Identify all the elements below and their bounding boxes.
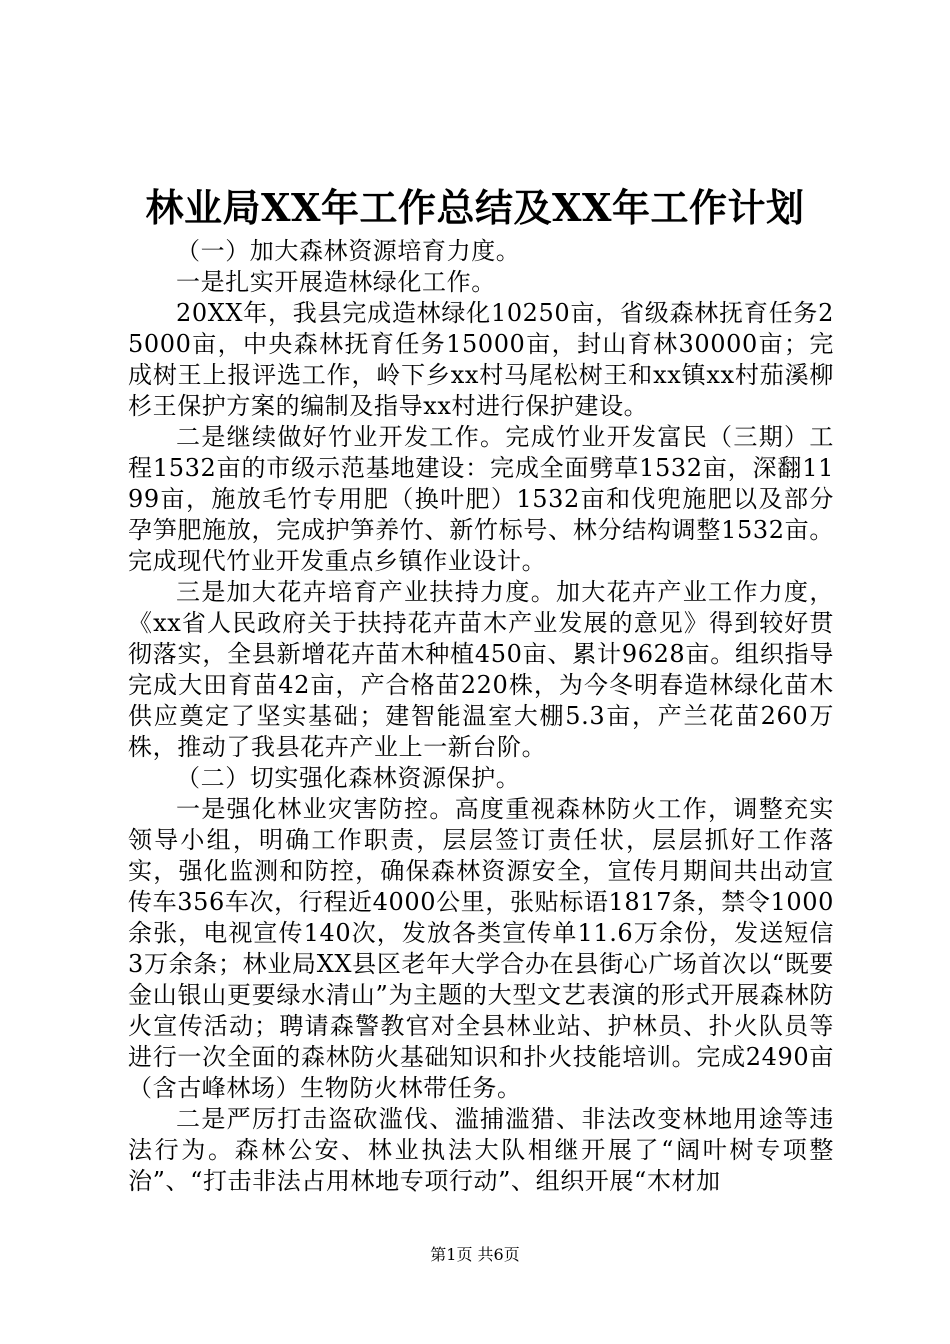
- section-heading: （一）加大森林资源培育力度。: [176, 237, 521, 265]
- paragraph: 20XX年，我县完成造林绿化10250亩，省级森林抚育任务25000亩，中央森林抚育任务15000亩，封山育林30000亩；完成树王上报评选工作，岭下乡xx村马尾松树王和xx镇xx村茄溪柳杉王保护方案的编制及指导xx村进行保护建设。: [128, 299, 834, 420]
- page-footer: 第1页 共6页: [430, 1245, 520, 1264]
- paragraph: 二是严厉打击盗砍滥伐、滥捕滥猎、非法改变林地用途等违法行为。森林公安、林业执法大队相继开展了“阔叶树专项整治”、“打击非法占用林地专项行动”、组织开展“木材加: [128, 1105, 834, 1195]
- document-title: 林业局XX年工作总结及XX年工作计划: [145, 185, 805, 230]
- subsection-heading: 一是扎实开展造林绿化工作。: [176, 268, 496, 296]
- document-body: [128, 236, 834, 1197]
- section-heading: （二）切实强化森林资源保护。: [176, 764, 521, 792]
- paragraph: 一是强化林业灾害防控。高度重视森林防火工作，调整充实领导小组，明确工作职责，层层签订责任状，层层抓好工作落实，强化监测和防控，确保森林资源安全，宣传月期间共出动宣传车356车次，行程近4000公里，张贴标语1817条，禁令1000余张，电视宣传140次，发放各类宣传单11.6万余份，发送短信3万余条；林业局XX县区老年大学合办在县街心广场首次以“既要金山银山更要绿水清山”为主题的大型文艺表演的形式开展森林防火宣传活动；聘请森警教官对全县林业站、护林员、扑火队员等进行一次全面的森林防火基础知识和扑火技能培训。完成2490亩（含古峰林场）生物防火林带任务。: [128, 795, 834, 1102]
- paragraph: 二是继续做好竹业开发工作。完成竹业开发富民（三期）工程1532亩的市级示范基地建设：完成全面劈草1532亩，深翻1199亩，施放毛竹专用肥（换叶肥）1532亩和伐兜施肥以及部分孕笋肥施放，完成护笋养竹、新竹标号、林分结构调整1532亩。完成现代竹业开发重点乡镇作业设计。: [128, 423, 834, 575]
- paragraph: 三是加大花卉培育产业扶持力度。加大花卉产业工作力度，《xx省人民政府关于扶持花卉苗木产业发展的意见》得到较好贯彻落实，全县新增花卉苗木种植450亩、累计9628亩。组织指导完成大田育苗42亩，产合格苗220株，为今冬明春造林绿化苗木供应奠定了坚实基础；建智能温室大棚5.3亩，产兰花苗260万株，推动了我县花卉产业上一新台阶。: [128, 578, 834, 761]
